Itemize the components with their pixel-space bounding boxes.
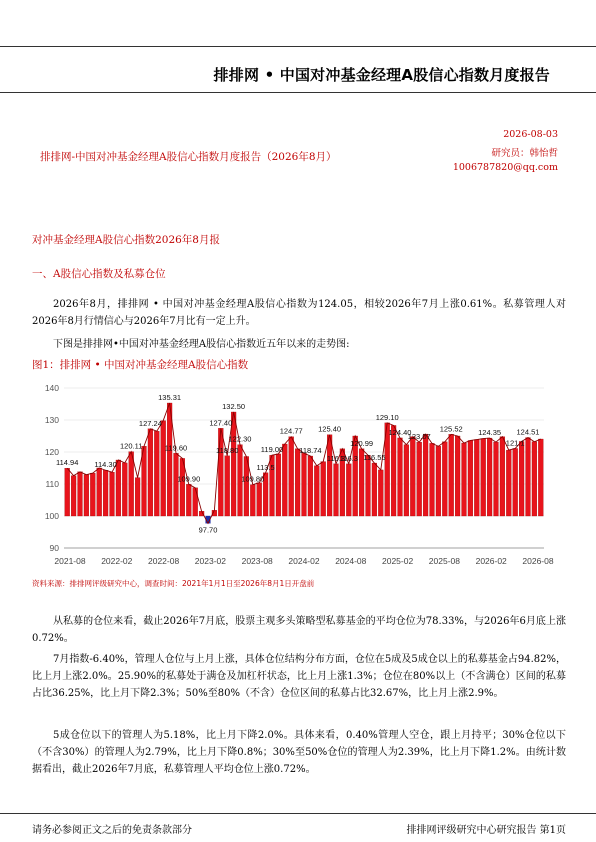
figure-caption: 图1：排排网 • 中国对冲基金经理A股信心指数 bbox=[32, 359, 249, 371]
x-tick-label: 2026-08 bbox=[522, 556, 554, 566]
data-label: 124.35 bbox=[478, 428, 502, 438]
chart-bar bbox=[526, 438, 531, 516]
section-heading: 一、A股信心指数及私募仓位 bbox=[32, 268, 166, 280]
chart-bar bbox=[84, 475, 89, 516]
chart-bar bbox=[167, 403, 172, 516]
data-label: 114.30 bbox=[94, 460, 117, 470]
chart-bar bbox=[302, 453, 307, 516]
chart-bar bbox=[295, 449, 300, 516]
chart-bar bbox=[372, 463, 377, 516]
chart-bar bbox=[289, 437, 294, 516]
chart-bar bbox=[186, 484, 191, 516]
chart-bar bbox=[250, 485, 255, 516]
chart-bar bbox=[90, 473, 95, 516]
data-label: 116.3 bbox=[339, 453, 358, 463]
chart-bar bbox=[430, 443, 435, 516]
chart-bar bbox=[487, 438, 492, 516]
chart-bar bbox=[366, 455, 371, 516]
data-label: 135.31 bbox=[158, 393, 182, 403]
chart-bar bbox=[103, 470, 108, 516]
figure-source: 资料来源：排排网评级研究中心，调查时间：2021年1月1日至2026年8月1日开盘前 bbox=[32, 579, 315, 588]
data-label: 118.80 bbox=[216, 445, 239, 455]
paragraph-position: 从私募的仓位来看，截止2026年7月底，股票主观多头策略型私募基金的平均仓位为78.33%，与2026年6月底上涨0.72%。 bbox=[32, 616, 566, 644]
chart-bar bbox=[468, 440, 473, 516]
chart-bar bbox=[532, 442, 537, 516]
header-rule-bottom bbox=[0, 92, 596, 93]
chart-bar bbox=[436, 446, 441, 516]
chart-bar bbox=[135, 478, 140, 516]
data-label: 119.00 bbox=[260, 445, 284, 455]
data-label: 124.77 bbox=[279, 426, 303, 436]
chart-bar bbox=[423, 434, 428, 516]
chart-bar bbox=[417, 442, 422, 516]
x-tick-label: 2022-08 bbox=[147, 556, 180, 566]
y-tick-label: 130 bbox=[44, 415, 59, 425]
y-tick-label: 140 bbox=[44, 383, 59, 393]
data-label: 124.51 bbox=[516, 427, 540, 437]
data-label: 113.5 bbox=[256, 462, 275, 472]
paragraph-index-summary: 2026年8月，排排网 • 中国对冲基金经理A股信心指数为124.05，相较2026年7月上涨0.61%。私募管理人对2026年8月行情信心与2026年7月比有一定上升。 bbox=[32, 299, 566, 327]
chart-bar bbox=[500, 437, 505, 516]
y-tick-label: 90 bbox=[49, 543, 59, 553]
header-title: 排排网 • 中国对冲基金经理A股信心指数月度报告 bbox=[213, 66, 550, 84]
chart-bar bbox=[71, 476, 76, 516]
chart-bar bbox=[321, 462, 326, 516]
footer-disclaimer: 请务必参阅正文之后的免责条款部分 bbox=[32, 825, 192, 836]
data-label: 116.55 bbox=[363, 453, 386, 463]
report-researcher: 研究员：韩怡哲 bbox=[491, 148, 558, 159]
chart-bar bbox=[494, 442, 499, 516]
chart-bar bbox=[154, 431, 159, 516]
chart-bar bbox=[110, 472, 115, 516]
y-tick-label: 100 bbox=[44, 511, 59, 521]
chart-bar bbox=[129, 452, 134, 516]
data-label: 120.11 bbox=[120, 441, 143, 451]
chart-bar bbox=[327, 435, 332, 516]
data-label: 120.99 bbox=[350, 438, 374, 448]
data-label: 129.10 bbox=[375, 412, 399, 422]
paragraph-position-structure: 7月指数-6.40%，管理人仓位与上月上涨，具体仓位结构分布方面，仓位在5成及5成仓以上的私募基金占94.82%，比上月上涨2.0%。25.90%的私募处于满仓及加杠杆状态，比上月上涨1.3%；仓位在80%以上（不含满仓）区间的私募占比36.25%，比上月下降2.3%；50%至80%（不含）仓位区间的私募占比32.67%，比上月上涨2.9%。 bbox=[32, 654, 566, 699]
chart-bar bbox=[148, 429, 153, 516]
report-subtitle: 排排网-中国对冲基金经理A股信心指数月度报告（2026年8月） bbox=[40, 151, 337, 163]
data-label: 127.40 bbox=[209, 418, 233, 428]
data-label: 109.90 bbox=[177, 474, 201, 484]
chart-bar bbox=[97, 468, 102, 516]
x-tick-label: 2025-08 bbox=[428, 556, 461, 566]
data-label: 124.40 bbox=[388, 427, 412, 437]
data-label: 123.07 bbox=[407, 432, 431, 442]
y-tick-label: 110 bbox=[45, 479, 59, 489]
footer-page-info: 排排网评级研究中心研究报告 第1页 bbox=[406, 825, 566, 836]
chart-bar bbox=[449, 434, 454, 516]
footer-rule bbox=[0, 813, 596, 814]
x-tick-label: 2026-02 bbox=[475, 556, 507, 566]
chart-bar bbox=[410, 437, 415, 516]
data-label: 109.80 bbox=[241, 474, 265, 484]
chart-bar bbox=[218, 428, 223, 516]
chart-bar bbox=[398, 438, 403, 516]
chart-bar bbox=[391, 425, 396, 516]
chart-bar bbox=[276, 454, 281, 516]
chart-bar bbox=[353, 436, 358, 516]
chart-bar bbox=[378, 470, 383, 516]
x-tick-label: 2021-08 bbox=[54, 556, 86, 566]
y-tick-label: 120 bbox=[44, 447, 59, 457]
chart-bar bbox=[346, 464, 351, 516]
chart-bar bbox=[161, 421, 166, 516]
chart-bar bbox=[65, 468, 70, 516]
data-label: 127.24 bbox=[138, 418, 162, 428]
chart-bar bbox=[174, 453, 179, 516]
data-label: 97.70 bbox=[198, 525, 218, 535]
data-label: 125.52 bbox=[439, 424, 463, 434]
paragraph-low-position: 5成仓位以下的管理人为5.18%，比上月下降2.0%。具体来看，0.40%管理人空仓，跟上月持平；30%仓位以下（不含30%）的管理人为2.79%，比上月下降0.8%；30%至50%仓位的管理人为2.39%，比上月下降1.2%。由统计数据看出，截止2026年7月底，私募管理人平均仓位上涨0.72%。 bbox=[32, 730, 566, 775]
x-tick-label: 2025-02 bbox=[381, 556, 414, 566]
chart-bar bbox=[257, 483, 262, 516]
chart-bar bbox=[513, 448, 518, 516]
chart-bar bbox=[122, 463, 127, 516]
chart-bar bbox=[506, 450, 511, 516]
chart-bar bbox=[538, 439, 543, 516]
chart-bar bbox=[231, 412, 236, 516]
header-rule-top bbox=[0, 46, 596, 47]
chart-bar bbox=[308, 456, 313, 516]
data-label: 116.3 bbox=[326, 453, 346, 463]
data-label: 118.74 bbox=[299, 446, 322, 456]
chart-bar bbox=[78, 472, 83, 516]
data-label: 122.30 bbox=[228, 434, 252, 444]
chart-bar bbox=[314, 466, 319, 516]
chart-bar bbox=[442, 442, 447, 516]
data-label: 125.40 bbox=[318, 424, 342, 434]
chart-bar bbox=[462, 443, 467, 516]
x-tick-label: 2024-02 bbox=[288, 556, 320, 566]
paragraph-chart-intro: 下图是排排网•中国对冲基金经理A股信心指数近五年以来的走势图: bbox=[53, 339, 350, 350]
data-label: 121.1 bbox=[505, 438, 525, 448]
chart-bar bbox=[282, 444, 287, 516]
chart-bar bbox=[481, 439, 486, 516]
report-date: 2026-08-03 bbox=[503, 129, 558, 140]
x-tick-label: 2023-02 bbox=[194, 556, 227, 566]
x-tick-label: 2022-02 bbox=[101, 556, 133, 566]
data-label: 119.60 bbox=[164, 443, 188, 453]
x-tick-label: 2024-08 bbox=[335, 556, 367, 566]
chart-bar bbox=[519, 441, 524, 516]
chart-bar bbox=[334, 464, 339, 516]
data-label: 132.50 bbox=[222, 402, 246, 411]
chart-bar bbox=[225, 456, 230, 516]
chart-bar bbox=[404, 445, 409, 516]
x-tick-label: 2023-08 bbox=[241, 556, 273, 566]
chart-bar bbox=[474, 440, 479, 516]
data-label: 114.94 bbox=[56, 458, 79, 468]
chart-bar bbox=[193, 488, 198, 516]
confidence-index-chart bbox=[32, 380, 562, 576]
section-title: 对冲基金经理A股信心指数2026年8月报 bbox=[32, 234, 220, 246]
chart-bar bbox=[455, 436, 460, 516]
report-email[interactable]: 1006787820@qq.com bbox=[452, 162, 558, 173]
